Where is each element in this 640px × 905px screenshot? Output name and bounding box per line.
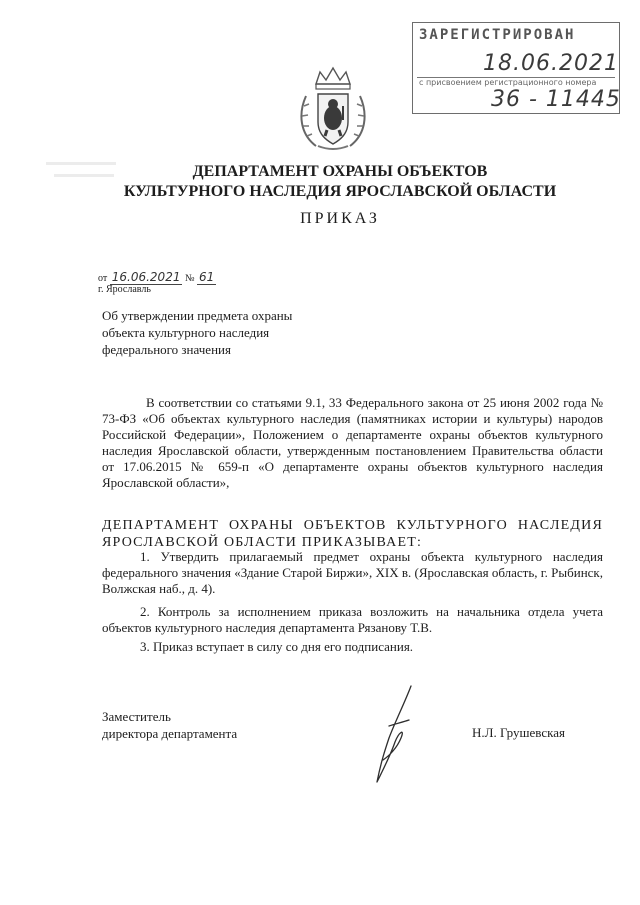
registration-stamp [412,22,620,114]
order-item-1: 1. Утвердить прилагаемый предмет охраны объекта культурного наследия федерального значения «Здание Старой Биржи», XIX в. (Ярославская область, г. Рыбинск, Волжская наб., д. 4). [102,549,603,596]
order-date: 16.06.2021 [111,270,181,284]
decree-line: ДЕПАРТАМЕНТ ОХРАНЫ ОБЪЕКТОВ КУЛЬТУРНОГО НАСЛЕДИЯ ЯРОСЛАВСКОЙ ОБЛАСТИ ПРИКАЗЫВАЕТ: [102,518,603,550]
number-label: № [184,273,195,284]
stamp-date: 18.06.2021 [483,51,619,76]
order-date-line [98,270,216,284]
order-subject [102,307,292,358]
handwritten-signature [365,682,425,790]
subject-line: федерального значения [102,342,231,357]
from-label: от [98,273,108,284]
signatory-position [102,708,237,742]
stamp-number: 36 - 11445 [491,87,621,112]
order-item-3: 3. Приказ вступает в силу со дня его подписания. [140,639,414,654]
subject-line: объекта культурного наследия [102,325,270,340]
stamp-title: ЗАРЕГИСТРИРОВАН [419,27,576,43]
signatory-name: Н.Л. Грушевская [472,725,565,740]
order-number: 61 [199,270,215,284]
preamble-paragraph: В соответствии со статьями 9.1, 33 Федерального закона от 25 июня 2002 года № 73-ФЗ «Об объектах культурного наследия (памятниках истории и культуры) народов Российской Федерации», Положением о департаменте охраны объектов культурного наследия Ярославской области, утвержденным постановлением Правительства области от 17.06.2015 № 659-п «О департаменте охраны объектов культурного наследия Ярославской области», [102,395,603,490]
position-line: директора департамента [102,726,238,741]
order-title: ПРИКАЗ [300,210,380,227]
department-name-line2: КУЛЬТУРНОГО НАСЛЕДИЯ ЯРОСЛАВСКОЙ ОБЛАСТИ [123,183,557,200]
subject-line: Об утверждении предмета охраны [102,308,293,323]
order-item-2: 2. Контроль за исполнением приказа возложить на начальника отдела учета объектов культурного наследия департамента Рязанову Т.В. [102,604,603,635]
stamp-caption: с присвоением регистрационного номера [419,78,597,87]
city: г. Ярославль [98,284,151,295]
coat-of-arms-icon [296,66,370,152]
position-line: Заместитель [102,709,171,724]
department-name-line1: ДЕПАРТАМЕНТ ОХРАНЫ ОБЪЕКТОВ [192,163,488,180]
